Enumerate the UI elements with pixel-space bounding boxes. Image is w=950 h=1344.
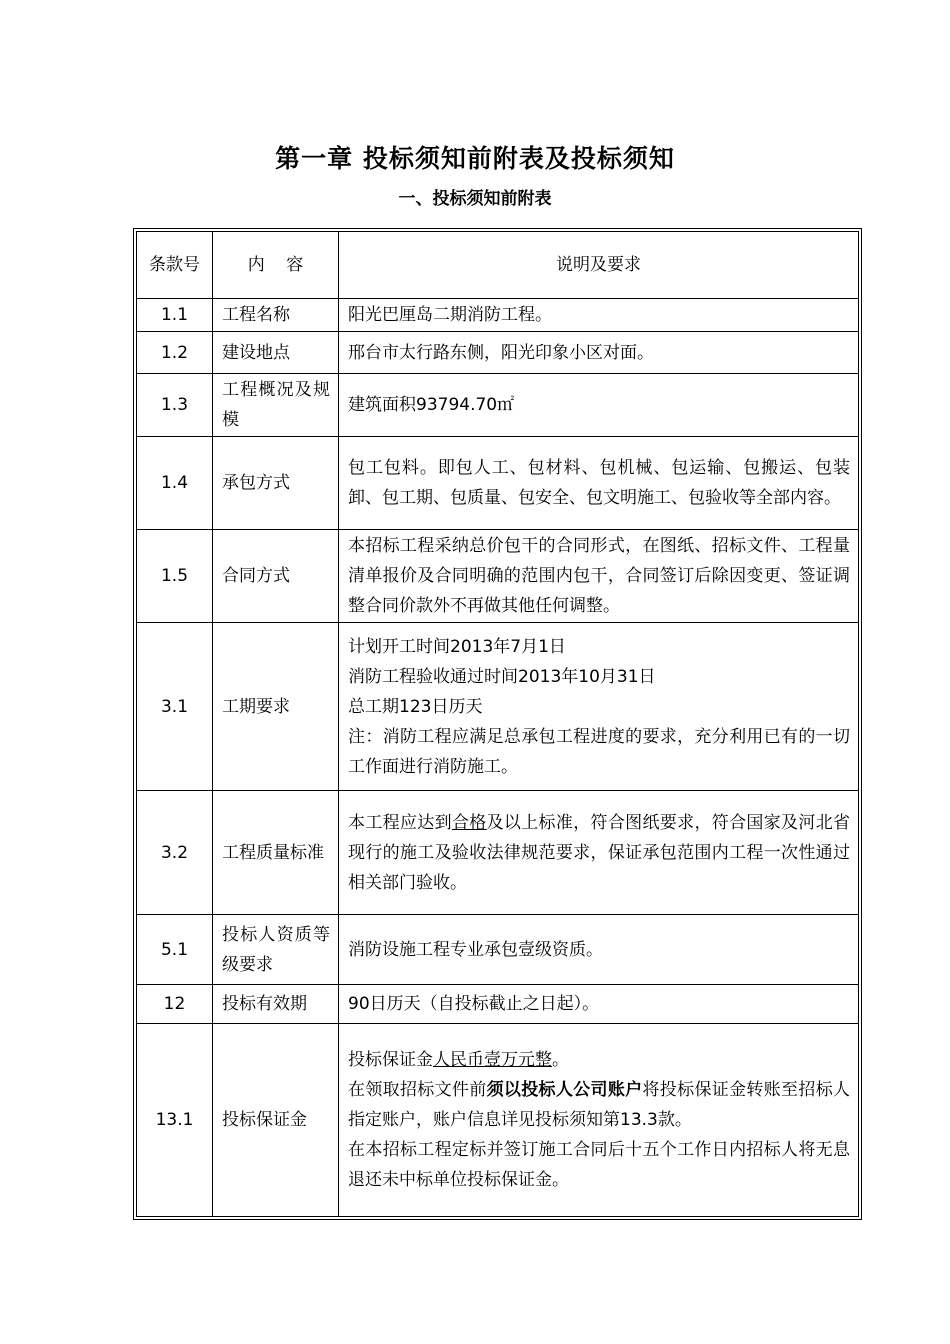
row-item: 工程名称: [213, 299, 339, 332]
row-item: 工期要求: [213, 623, 339, 791]
row-description: 阳光巴厘岛二期消防工程。: [339, 299, 859, 332]
deposit-amount-underlined: 人民币壹万元整: [433, 1050, 552, 1070]
header-description: 说明及要求: [339, 232, 859, 299]
row-item: 承包方式: [213, 437, 339, 530]
row-description: [339, 623, 859, 791]
clause-no: 3.2: [137, 791, 213, 915]
row-description: [339, 791, 859, 915]
table-row: [137, 791, 859, 915]
schedule-line: 消防工程验收通过时间2013年10月31日: [348, 666, 656, 687]
quality-standard-underlined: 合格: [451, 812, 487, 833]
desc-text: 及以上标准，符合图纸要求，符合国家及河北省现行的施工及验收法律规范要求，保证承包范围内工程一次性通过相关部门验收。: [348, 812, 851, 893]
row-item: 投标人资质等级要求: [213, 915, 339, 985]
table-header-row: [137, 232, 859, 299]
clause-no: 5.1: [137, 915, 213, 985]
table-row: [137, 299, 859, 332]
schedule-line: 计划开工时间2013年7月1日: [348, 636, 566, 657]
clause-no: 13.1: [137, 1024, 213, 1217]
table-row: [137, 332, 859, 374]
deposit-line: [348, 1075, 850, 1135]
clause-no: 1.4: [137, 437, 213, 530]
table-row: [137, 437, 859, 530]
table-row: [137, 374, 859, 437]
table-row: [137, 530, 859, 623]
schedule-note: 注：消防工程应满足总承包工程进度的要求，充分利用已有的一切工作面进行消防施工。: [348, 726, 850, 777]
clause-no: 12: [137, 985, 213, 1024]
clause-no: 1.5: [137, 530, 213, 623]
desc-text: 将投标保证金转账至招标人指定账户，账户信息详见投标须知第13.3款。: [348, 1080, 851, 1130]
row-description: 包工包料。即包人工、包材料、包机械、包运输、包搬运、包装卸、包工期、包质量、包安全、包文明施工、包验收等全部内容。: [339, 437, 859, 530]
requirements-table: [136, 231, 859, 1217]
requirements-table-frame: [133, 228, 862, 1220]
clause-no: 1.1: [137, 299, 213, 332]
row-description: 邢台市太行路东侧，阳光印象小区对面。: [339, 332, 859, 374]
clause-no: 3.1: [137, 623, 213, 791]
bold-requirement: 须以投标人公司账户: [486, 1080, 643, 1100]
row-item: 建设地点: [213, 332, 339, 374]
table-row: [137, 985, 859, 1024]
table-row: [137, 1024, 859, 1217]
header-content: 内 容: [213, 232, 339, 299]
clause-no: 1.2: [137, 332, 213, 374]
desc-text: 。: [552, 1050, 569, 1070]
header-clause-no: 条款号: [137, 232, 213, 299]
row-item: 投标有效期: [213, 985, 339, 1024]
row-item: 投标保证金: [213, 1024, 339, 1217]
schedule-line: 总工期123日历天: [348, 696, 483, 717]
row-description: 建筑面积93794.70㎡: [339, 374, 859, 437]
row-description: [339, 1024, 859, 1217]
desc-text: 本工程应达到: [348, 812, 452, 833]
row-description: 90日历天（自投标截止之日起）。: [339, 985, 859, 1024]
deposit-line: 在本招标工程定标并签订施工合同后十五个工作日内招标人将无息退还未中标单位投标保证金。: [348, 1140, 850, 1190]
table-row: [137, 623, 859, 791]
table-row: [137, 915, 859, 985]
row-description: 消防设施工程专业承包壹级资质。: [339, 915, 859, 985]
desc-text: 投标保证金: [348, 1050, 433, 1070]
row-item: 工程质量标准: [213, 791, 339, 915]
row-item: 工程概况及规模: [213, 374, 339, 437]
desc-text: 在领取招标文件前: [348, 1080, 487, 1100]
chapter-title: 第一章 投标须知前附表及投标须知: [275, 144, 675, 173]
row-description: 本招标工程采纳总价包干的合同形式，在图纸、招标文件、工程量清单报价及合同明确的范围内包干，合同签订后除因变更、签证调整合同价款外不再做其他任何调整。: [339, 530, 859, 623]
deposit-line: [348, 1045, 850, 1075]
clause-no: 1.3: [137, 374, 213, 437]
section-subtitle: 一、投标须知前附表: [398, 189, 552, 209]
row-item: 合同方式: [213, 530, 339, 623]
